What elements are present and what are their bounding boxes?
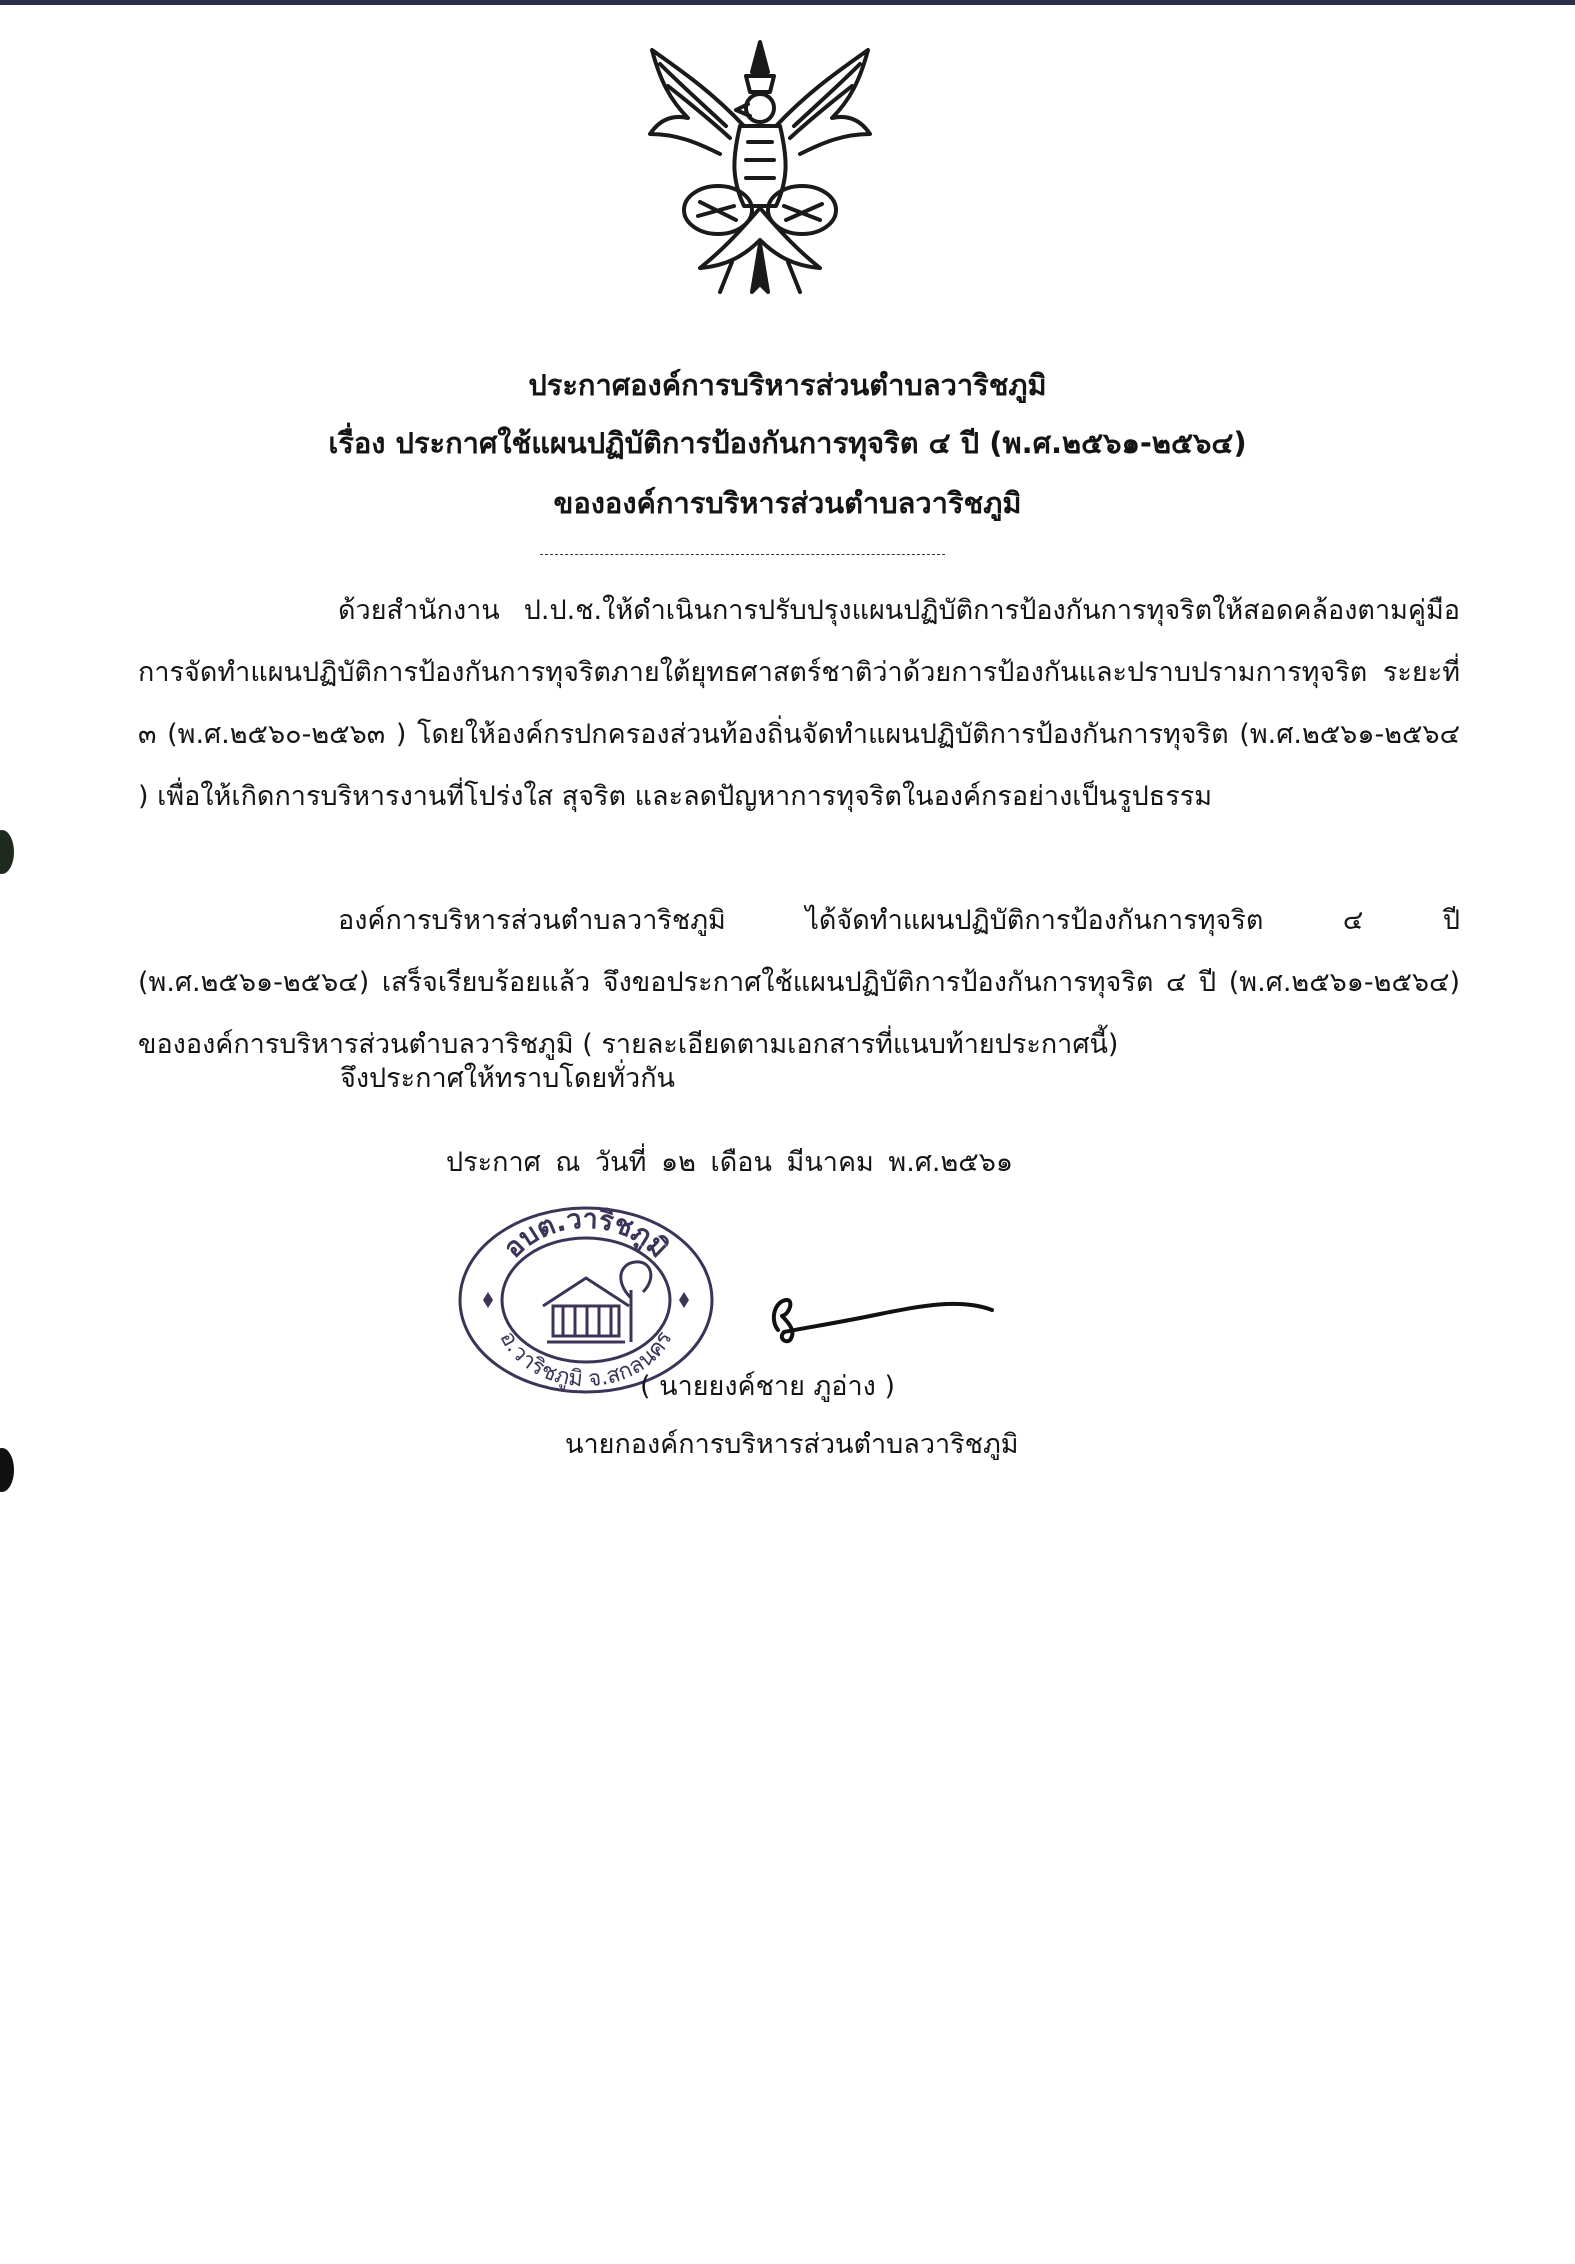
announcement-date: ประกาศ ณ วันที่ ๑๒ เดือน มีนาคม พ.ศ.๒๕๖๑: [446, 1147, 1014, 1178]
seal-bottom-text: อ.วาริชภูมิ จ.สกลนคร: [494, 1327, 678, 1393]
closing-statement: จึงประกาศให้ทราบโดยทั่วกัน: [340, 1063, 675, 1094]
announcement-subject: เรื่อง ประกาศใช้แผนปฏิบัติการป้องกันการทุจริต ๔ ปี (พ.ศ.๒๕๖๑-๒๕๖๔): [328, 426, 1247, 460]
signer-title: นายกองค์การบริหารส่วนตำบลวาริชภูมิ: [565, 1429, 1019, 1460]
punch-hole: [0, 1448, 14, 1492]
announcement-issuer: ขององค์การบริหารส่วนตำบลวาริชภูมิ: [553, 486, 1022, 520]
body-paragraph-2: องค์การบริหารส่วนตำบลวาริชภูมิ ได้จัดทำแผนปฏิบัติการป้องกันการทุจริต ๔ ปี (พ.ศ.๒๕๖๑-๒๕๖๔) เสร็จเรียบร้อยแล้ว จึงขอประกาศใช้แผนปฏิบัติการป้องกันการทุจริต ๔ ปี (พ.ศ.๒๕๖๑-๒๕๖๔) ขององค์การบริหารส่วนตำบลวาริชภูมิ ( รายละเอียดตามเอกสารที่แนบท้ายประกาศนี้): [138, 905, 1460, 1060]
scan-top-edge: [0, 0, 1575, 5]
heading-divider: [540, 554, 945, 555]
punch-hole: [0, 830, 14, 874]
body-paragraph-1: ด้วยสำนักงาน ป.ป.ช.ให้ดำเนินการปรับปรุงแผนปฏิบัติการป้องกันการทุจริตให้สอดคล้องตามคู่มือการจัดทำแผนปฏิบัติการป้องกันการทุจริตภายใต้ยุทธศาสตร์ชาติว่าด้วยการป้องกันและปราบปรามการทุจริต ระยะที่ ๓ (พ.ศ.๒๕๖๐-๒๕๖๓ ) โดยให้องค์กรปกครองส่วนท้องถิ่นจัดทำแผนปฏิบัติการป้องกันการทุจริต (พ.ศ.๒๕๖๑-๒๕๖๔ ) เพื่อให้เกิดการบริหารงานที่โปร่งใส สุจริต และลดปัญหาการทุจริตในองค์กรอย่างเป็นรูปธรรม: [138, 595, 1460, 812]
garuda-emblem: [640, 30, 880, 310]
handwritten-signature: [760, 1280, 1000, 1350]
signer-name: ( นายยงค์ชาย ภูอ่าง ): [640, 1371, 895, 1402]
seal-top-text: อบต.วาริชภูมิ: [497, 1203, 675, 1265]
announcement-title: ประกาศองค์การบริหารส่วนตำบลวาริชภูมิ: [528, 368, 1047, 402]
